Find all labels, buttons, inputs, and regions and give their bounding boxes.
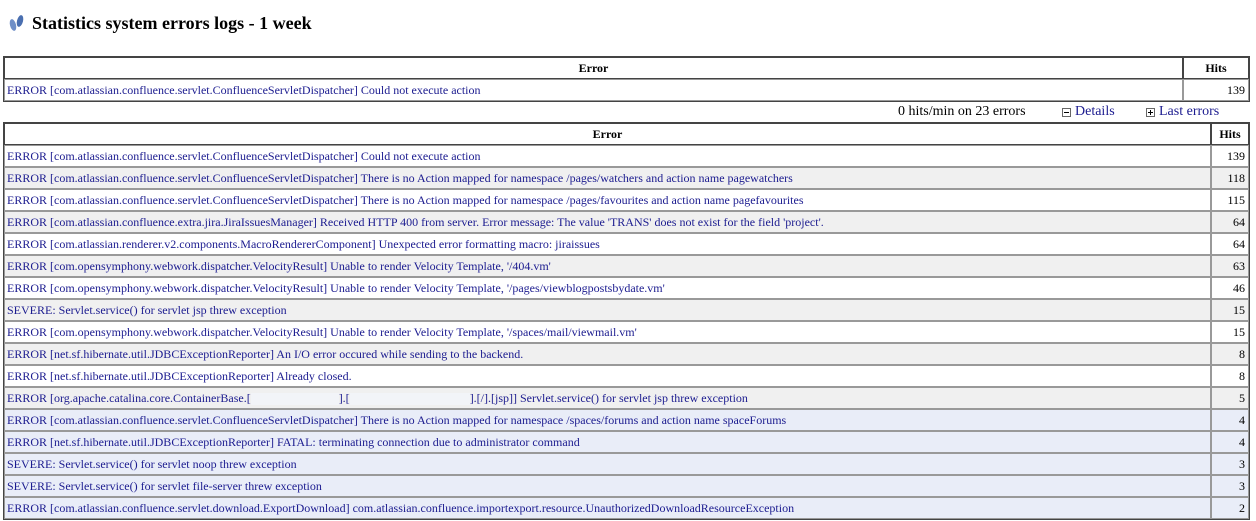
error-cell: SEVERE: Servlet.service() for servlet jsp threw exception bbox=[4, 299, 1211, 321]
hits-cell: 64 bbox=[1211, 233, 1249, 255]
hits-cell: 118 bbox=[1211, 167, 1249, 189]
table-row bbox=[4, 255, 1249, 277]
table-row bbox=[4, 343, 1249, 365]
table-row bbox=[4, 409, 1249, 431]
hits-cell: 3 bbox=[1211, 453, 1249, 475]
page-header bbox=[8, 10, 312, 36]
table-row bbox=[4, 453, 1249, 475]
column-header-error[interactable]: Error bbox=[4, 123, 1211, 145]
table-row bbox=[4, 321, 1249, 343]
table-row bbox=[4, 167, 1249, 189]
error-cell: ERROR [com.atlassian.renderer.v2.components.MacroRendererComponent] Unexpected error formatting macro: jiraissues bbox=[4, 233, 1211, 255]
hits-cell: 4 bbox=[1211, 431, 1249, 453]
error-cell: SEVERE: Servlet.service() for servlet noop threw exception bbox=[4, 453, 1211, 475]
hits-rate-text: 0 hits/min on 23 errors bbox=[898, 104, 1026, 119]
error-cell: ERROR [com.atlassian.confluence.servlet.ConfluenceServletDispatcher] Could not execute action bbox=[4, 79, 1183, 101]
hits-cell: 15 bbox=[1211, 299, 1249, 321]
collapse-minus-icon bbox=[1062, 108, 1071, 117]
table-row bbox=[4, 145, 1249, 167]
table-row bbox=[4, 79, 1249, 101]
table-row bbox=[4, 365, 1249, 387]
details-label[interactable]: Details bbox=[1075, 104, 1115, 119]
table-row bbox=[4, 475, 1249, 497]
table-row bbox=[4, 299, 1249, 321]
table-row bbox=[4, 431, 1249, 453]
hits-cell: 115 bbox=[1211, 189, 1249, 211]
error-cell bbox=[4, 387, 1211, 409]
table-row bbox=[4, 387, 1249, 409]
error-cell: ERROR [net.sf.hibernate.util.JDBCExceptionReporter] FATAL: terminating connection due to administrator command bbox=[4, 431, 1211, 453]
hits-cell: 139 bbox=[1183, 79, 1249, 101]
table-row bbox=[4, 497, 1249, 519]
hits-cell: 63 bbox=[1211, 255, 1249, 277]
error-cell: ERROR [com.atlassian.confluence.servlet.ConfluenceServletDispatcher] There is no Action mapped for namespace /pages/watchers and action name pagewatchers bbox=[4, 167, 1211, 189]
hits-cell: 5 bbox=[1211, 387, 1249, 409]
hits-cell: 139 bbox=[1211, 145, 1249, 167]
error-cell: ERROR [net.sf.hibernate.util.JDBCExceptionReporter] An I/O error occured while sending to the backend. bbox=[4, 343, 1211, 365]
error-cell: SEVERE: Servlet.service() for servlet file-server threw exception bbox=[4, 475, 1211, 497]
hits-cell: 2 bbox=[1211, 497, 1249, 519]
error-text-prefix: ERROR [org.apache.catalina.core.ContainerBase.[ bbox=[7, 390, 251, 405]
hits-cell: 4 bbox=[1211, 409, 1249, 431]
hits-cell: 64 bbox=[1211, 211, 1249, 233]
redacted-block bbox=[251, 393, 339, 405]
errors-table bbox=[3, 122, 1250, 520]
error-cell: ERROR [com.atlassian.confluence.servlet.ConfluenceServletDispatcher] There is no Action mapped for namespace /pages/favourites and action name pagefavourites bbox=[4, 189, 1211, 211]
table-row bbox=[4, 211, 1249, 233]
table-header-row bbox=[4, 57, 1249, 79]
error-cell: ERROR [net.sf.hibernate.util.JDBCExceptionReporter] Already closed. bbox=[4, 365, 1211, 387]
error-cell: ERROR [com.opensymphony.webwork.dispatcher.VelocityResult] Unable to render Velocity Template, '/404.vm' bbox=[4, 255, 1211, 277]
page-title: Statistics system errors logs - 1 week bbox=[32, 12, 312, 33]
table-row bbox=[4, 189, 1249, 211]
error-summary-bar bbox=[0, 104, 1250, 120]
last-errors-label[interactable]: Last errors bbox=[1159, 104, 1220, 119]
top-error-table bbox=[3, 56, 1250, 102]
table-row bbox=[4, 277, 1249, 299]
footprints-icon bbox=[8, 12, 26, 34]
error-cell: ERROR [com.opensymphony.webwork.dispatcher.VelocityResult] Unable to render Velocity Template, '/pages/viewblogpostsbydate.vm' bbox=[4, 277, 1211, 299]
error-cell: ERROR [com.atlassian.confluence.servlet.ConfluenceServletDispatcher] Could not execute action bbox=[4, 145, 1211, 167]
table-row bbox=[4, 233, 1249, 255]
column-header-hits[interactable]: Hits bbox=[1211, 123, 1249, 145]
error-text-suffix: ].[/].[jsp]] Servlet.service() for servlet jsp threw exception bbox=[469, 390, 748, 405]
hits-cell: 3 bbox=[1211, 475, 1249, 497]
last-errors-toggle[interactable] bbox=[1146, 104, 1219, 120]
error-cell: ERROR [com.atlassian.confluence.servlet.download.ExportDownload] com.atlassian.confluence.importexport.resource.UnauthorizedDownloadResourceException bbox=[4, 497, 1211, 519]
error-cell: ERROR [com.opensymphony.webwork.dispatcher.VelocityResult] Unable to render Velocity Template, '/spaces/mail/viewmail.vm' bbox=[4, 321, 1211, 343]
expand-plus-icon bbox=[1146, 108, 1155, 117]
error-cell: ERROR [com.atlassian.confluence.extra.jira.JiraIssuesManager] Received HTTP 400 from server. Error message: The value 'TRANS' does not exist for the field 'project'. bbox=[4, 211, 1211, 233]
column-header-error[interactable]: Error bbox=[4, 57, 1183, 79]
table-header-row bbox=[4, 123, 1249, 145]
column-header-hits[interactable]: Hits bbox=[1183, 57, 1249, 79]
hits-cell: 46 bbox=[1211, 277, 1249, 299]
error-text-mid: ].[ bbox=[338, 390, 350, 405]
hits-cell: 8 bbox=[1211, 343, 1249, 365]
redacted-block bbox=[350, 393, 470, 405]
error-cell: ERROR [com.atlassian.confluence.servlet.ConfluenceServletDispatcher] There is no Action mapped for namespace /spaces/forums and action name spaceForums bbox=[4, 409, 1211, 431]
hits-cell: 8 bbox=[1211, 365, 1249, 387]
details-toggle[interactable] bbox=[1062, 104, 1115, 120]
hits-cell: 15 bbox=[1211, 321, 1249, 343]
